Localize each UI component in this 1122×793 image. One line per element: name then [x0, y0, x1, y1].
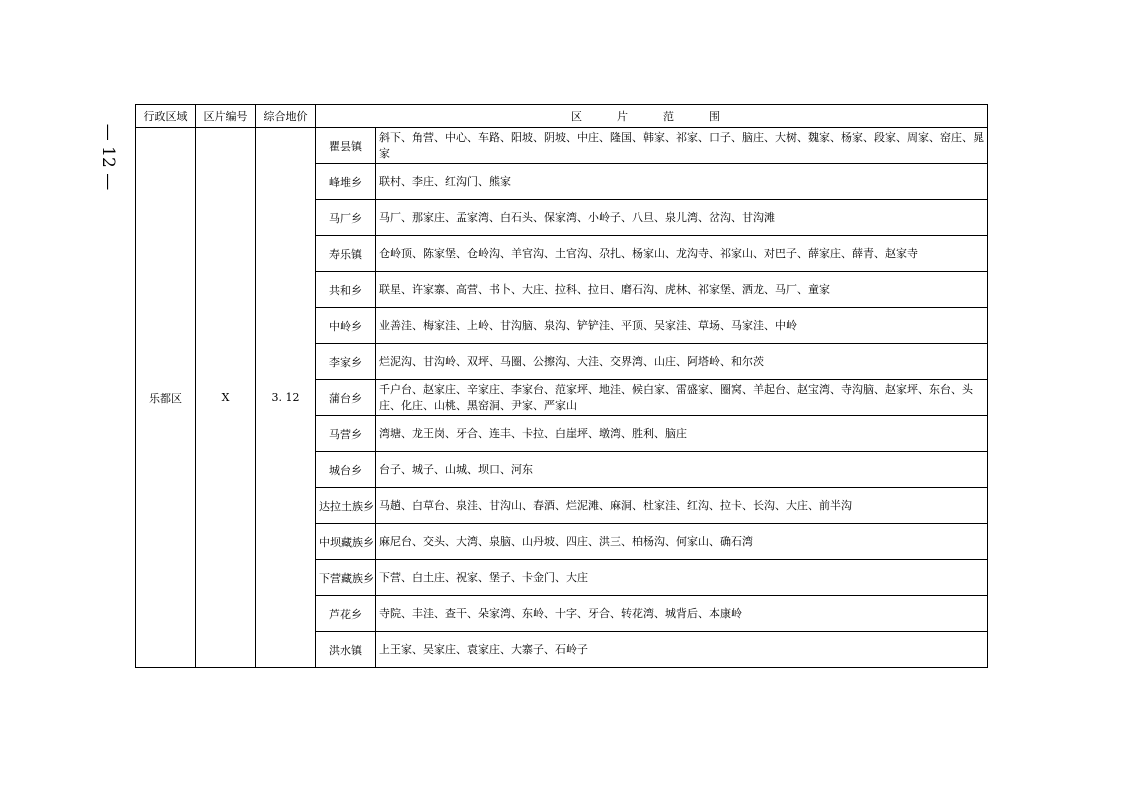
district-cell: 乐都区 — [136, 128, 196, 668]
villages-cell: 马厂、那家庄、孟家湾、白石头、保家湾、小岭子、八旦、泉儿湾、岔沟、甘沟滩 — [376, 200, 988, 236]
town-cell: 瞿昙镇 — [316, 128, 376, 164]
header-zone-code: 区片编号 — [196, 105, 256, 128]
town-cell: 蒲台乡 — [316, 380, 376, 416]
town-cell: 中岭乡 — [316, 308, 376, 344]
villages-cell: 仓岭顶、陈家堡、仓岭沟、羊官沟、土官沟、尕扎、杨家山、龙沟寺、祁家山、对巴子、薛家庄、薛青、赵家寺 — [376, 236, 988, 272]
table-header-row — [136, 105, 988, 128]
header-price: 综合地价 — [256, 105, 316, 128]
villages-cell: 台子、城子、山城、坝口、河东 — [376, 452, 988, 488]
header-district: 行政区域 — [136, 105, 196, 128]
villages-cell: 寺院、丰洼、查干、朵家湾、东岭、十字、牙合、转花湾、城背后、本康岭 — [376, 596, 988, 632]
villages-cell: 联星、许家寨、高营、书卜、大庄、拉科、拉日、磨石沟、虎林、祁家堡、洒龙、马厂、童家 — [376, 272, 988, 308]
town-cell: 洪水镇 — [316, 632, 376, 668]
table-body — [136, 128, 988, 668]
villages-cell: 湾塘、龙王岗、牙合、连丰、卡拉、白崖坪、墩湾、胜利、脑庄 — [376, 416, 988, 452]
price-cell: 3. 12 — [256, 128, 316, 668]
town-cell: 中坝藏族乡 — [316, 524, 376, 560]
town-cell: 寿乐镇 — [316, 236, 376, 272]
header-range: 区 片 范 围 — [316, 105, 988, 128]
page-number-text: — 12 — — [98, 123, 119, 191]
page-number — [86, 112, 130, 202]
villages-cell: 下营、白土庄、祝家、堡子、卡金门、大庄 — [376, 560, 988, 596]
town-cell: 马营乡 — [316, 416, 376, 452]
villages-cell: 烂泥沟、甘沟岭、双坪、马圈、公擦沟、大洼、交界湾、山庄、阿塔岭、和尔茨 — [376, 344, 988, 380]
table-row — [136, 128, 988, 164]
villages-cell: 上王家、吴家庄、袁家庄、大寨子、石岭子 — [376, 632, 988, 668]
town-cell: 李家乡 — [316, 344, 376, 380]
town-cell: 共和乡 — [316, 272, 376, 308]
villages-cell: 麻尼台、交头、大湾、泉脑、山丹坡、四庄、洪三、柏杨沟、何家山、确石湾 — [376, 524, 988, 560]
villages-cell: 千户台、赵家庄、辛家庄、李家台、范家坪、地洼、候白家、雷盛家、圈窝、羊起台、赵宝湾、寺沟脑、赵家坪、东台、头庄、化庄、山桃、黑窑洞、尹家、严家山 — [376, 380, 988, 416]
villages-cell: 马趟、白草台、泉洼、甘沟山、春酒、烂泥滩、麻洞、杜家洼、红沟、拉卡、长沟、大庄、前半沟 — [376, 488, 988, 524]
villages-cell: 斜下、角营、中心、车路、阳坡、阴坡、中庄、隆国、韩家、祁家、口子、脑庄、大树、魏家、杨家、段家、周家、窑庄、晁家 — [376, 128, 988, 164]
villages-cell: 业善洼、梅家洼、上岭、甘沟脑、泉沟、铲铲洼、平顶、吴家洼、草场、马家洼、中岭 — [376, 308, 988, 344]
town-cell: 城台乡 — [316, 452, 376, 488]
land-price-table — [135, 104, 988, 668]
town-cell: 马厂乡 — [316, 200, 376, 236]
town-cell: 下营藏族乡 — [316, 560, 376, 596]
town-cell: 达拉土族乡 — [316, 488, 376, 524]
zone-code-cell: X — [196, 128, 256, 668]
town-cell: 芦花乡 — [316, 596, 376, 632]
villages-cell: 联村、李庄、红沟门、熊家 — [376, 164, 988, 200]
town-cell: 峰堆乡 — [316, 164, 376, 200]
